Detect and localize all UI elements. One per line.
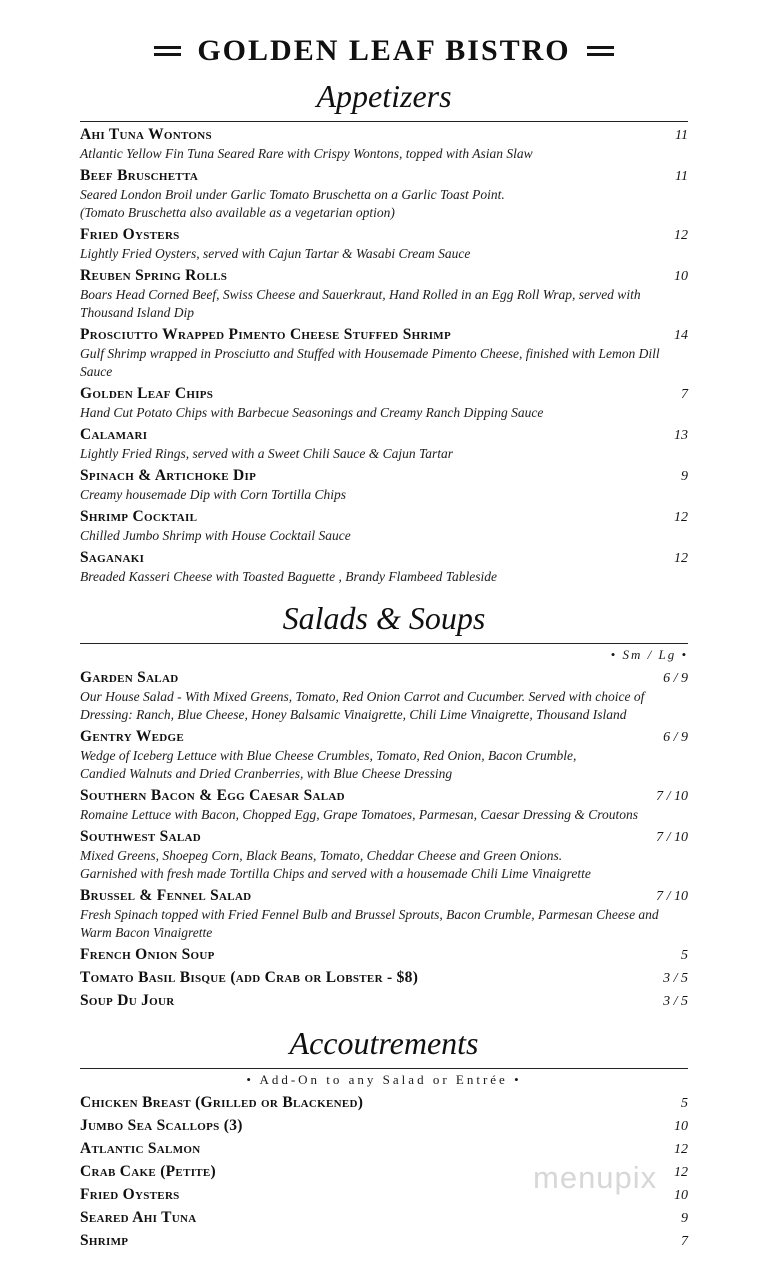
item-price: 14: [674, 328, 688, 343]
menu-item-header: [80, 727, 688, 747]
menu-item: [80, 886, 688, 942]
menu-item-header: [80, 1116, 688, 1136]
menu-item: [80, 968, 688, 988]
section-title: Accoutrements: [289, 1025, 479, 1061]
menu-item: [80, 1231, 688, 1251]
item-name: Calamari: [80, 426, 148, 443]
menu-item-header: [80, 668, 688, 688]
item-name: Chicken Breast (Grilled or Blackened): [80, 1094, 364, 1111]
item-price: 7: [681, 1234, 688, 1249]
item-name: Fried Oysters: [80, 226, 180, 243]
menu-item: [80, 466, 688, 504]
item-description: Boars Head Corned Beef, Swiss Cheese and Sauerkraut, Hand Rolled in an Egg Roll Wrap, served with: [80, 287, 641, 302]
item-description: Gulf Shrimp wrapped in Prosciutto and Stuffed with Housemade Pimento Cheese, finished with Lemon Dill Sauce: [80, 346, 660, 379]
item-name: Spinach & Artichoke Dip: [80, 467, 257, 484]
menu-item-header: [80, 384, 688, 404]
menu-item-header: [80, 1208, 688, 1228]
item-description: Wedge of Iceberg Lettuce with Blue Cheese Crumbles, Tomato, Red Onion, Bacon Crumble,: [80, 748, 577, 763]
item-name: French Onion Soup: [80, 946, 215, 963]
item-name: Reuben Spring Rolls: [80, 267, 228, 284]
item-name: Seared Ahi Tuna: [80, 1209, 197, 1226]
item-description: Thousand Island Dip: [80, 305, 195, 320]
item-price: 12: [674, 510, 688, 525]
item-name: Prosciutto Wrapped Pimento Cheese Stuffed Shrimp: [80, 326, 451, 343]
item-description: Mixed Greens, Shoepeg Corn, Black Beans, Tomato, Cheddar Cheese and Green Onions.: [80, 848, 563, 863]
menu-item-header: [80, 1231, 688, 1251]
item-description: Lightly Fried Rings, served with a Sweet Chili Sauce & Cajun Tartar: [80, 446, 453, 461]
menu-item-header: [80, 827, 688, 847]
item-price: 11: [675, 128, 688, 143]
item-price: 9: [681, 1211, 688, 1226]
menu-item-header: [80, 425, 688, 445]
section-title: Salads & Soups: [282, 600, 486, 636]
menu-section: [80, 1025, 688, 1251]
menu-item: [80, 1116, 688, 1136]
item-name: Southwest Salad: [80, 828, 201, 845]
item-description: Breaded Kasseri Cheese with Toasted Baguette , Brandy Flambeed Tableside: [80, 569, 497, 584]
item-price: 6 / 9: [663, 730, 688, 745]
item-description: Our House Salad - With Mixed Greens, Tomato, Red Onion Carrot and Cucumber. Served with choice of: [80, 689, 645, 704]
item-price: 11: [675, 169, 688, 184]
menu-item: [80, 166, 688, 222]
item-description: Atlantic Yellow Fin Tuna Seared Rare with Crispy Wontons, topped with Asian Slaw: [80, 146, 533, 161]
menu-item-header: [80, 1093, 688, 1113]
item-name: Southern Bacon & Egg Caesar Salad: [80, 787, 345, 804]
item-description: Candied Walnuts and Dried Cranberries, with Blue Cheese Dressing: [80, 766, 453, 781]
menu-item-header: [80, 548, 688, 568]
menu-item-header: [80, 125, 688, 145]
item-name: Crab Cake (Petite): [80, 1163, 217, 1180]
menu-item: [80, 786, 688, 824]
menu-item: [80, 1139, 688, 1159]
item-price: 3 / 5: [663, 994, 688, 1009]
item-name: Beef Bruschetta: [80, 167, 199, 184]
item-price: 10: [674, 269, 688, 284]
menu-item-header: [80, 786, 688, 806]
item-description: Fresh Spinach topped with Fried Fennel Bulb and Brussel Sprouts, Bacon Crumble, Parmesan Cheese and: [80, 907, 659, 922]
item-description: Lightly Fried Oysters, served with Cajun Tartar & Wasabi Cream Sauce: [80, 246, 471, 261]
menu-item: [80, 425, 688, 463]
item-name: Gentry Wedge: [80, 728, 185, 745]
item-price: 9: [681, 469, 688, 484]
item-price: 7: [681, 387, 688, 402]
item-name: Shrimp: [80, 1232, 129, 1249]
item-description: Hand Cut Potato Chips with Barbecue Seasonings and Creamy Ranch Dipping Sauce: [80, 405, 544, 420]
item-price: 5: [681, 948, 688, 963]
item-price: 5: [681, 1096, 688, 1111]
item-name: Fried Oysters: [80, 1186, 180, 1203]
item-description: Garnished with fresh made Tortilla Chips and served with a housemade Chili Lime Vinaigrette: [80, 866, 591, 881]
menu-section: [80, 600, 688, 1011]
menu-item-header: [80, 225, 688, 245]
menu-item: [80, 1208, 688, 1228]
item-description: Warm Bacon Vinaigrette: [80, 925, 213, 940]
item-price: 7 / 10: [656, 830, 688, 845]
menu-item-header: [80, 325, 688, 345]
item-name: Shrimp Cocktail: [80, 508, 198, 525]
item-price: 10: [674, 1188, 688, 1203]
item-price: 12: [674, 1142, 688, 1157]
title-dash-right-icon: [587, 46, 614, 56]
menu-item: [80, 384, 688, 422]
menu-item: [80, 548, 688, 586]
item-price: 12: [674, 551, 688, 566]
item-name: Saganaki: [80, 549, 145, 566]
item-price: 6 / 9: [663, 671, 688, 686]
menu-item: [80, 266, 688, 322]
menu-item-header: [80, 266, 688, 286]
menu-item-header: [80, 507, 688, 527]
item-name: Soup Du Jour: [80, 992, 175, 1009]
menu-item-header: [80, 945, 688, 965]
menu-item: [80, 125, 688, 163]
item-name: Jumbo Sea Scallops (3): [80, 1117, 243, 1134]
item-price: 7 / 10: [656, 789, 688, 804]
item-description: Dressing: Ranch, Blue Cheese, Honey Balsamic Vinaigrette, Chili Lime Vinaigrette, Thousand Island: [80, 707, 627, 722]
item-price: 12: [674, 228, 688, 243]
section-note: • Sm / Lg •: [610, 647, 688, 662]
item-description: Chilled Jumbo Shrimp with House Cocktail Sauce: [80, 528, 351, 543]
watermark: menupix: [533, 1160, 658, 1195]
menu-item: [80, 727, 688, 783]
menu-item: [80, 668, 688, 724]
item-description: Seared London Broil under Garlic Tomato Bruschetta on a Garlic Toast Point.: [80, 187, 505, 202]
menu-item: [80, 1093, 688, 1113]
item-description: Creamy housemade Dip with Corn Tortilla Chips: [80, 487, 347, 502]
item-name: Ahi Tuna Wontons: [80, 126, 212, 143]
item-name: Garden Salad: [80, 669, 179, 686]
menu-item-header: [80, 166, 688, 186]
menu-item-header: [80, 466, 688, 486]
menu-item-header: [80, 886, 688, 906]
section-title: Appetizers: [316, 78, 452, 114]
menu-item: [80, 991, 688, 1011]
menu-item-header: [80, 968, 688, 988]
item-description: (Tomato Bruschetta also available as a vegetarian option): [80, 205, 395, 220]
menu-item: [80, 225, 688, 263]
menu-section: [80, 78, 688, 586]
item-name: Atlantic Salmon: [80, 1140, 201, 1157]
menu-item-header: [80, 991, 688, 1011]
item-price: 3 / 5: [663, 971, 688, 986]
menu-header: [80, 34, 688, 68]
section-note: • Add-On to any Salad or Entrée •: [246, 1072, 522, 1087]
title-dash-left-icon: [154, 46, 181, 56]
item-description: Romaine Lettuce with Bacon, Chopped Egg, Grape Tomatoes, Parmesan, Caesar Dressing & Croutons: [80, 807, 638, 822]
menu-item: [80, 827, 688, 883]
page-title: GOLDEN LEAF BISTRO: [197, 34, 571, 67]
item-price: 13: [674, 428, 688, 443]
menu-item: [80, 325, 688, 381]
item-name: Golden Leaf Chips: [80, 385, 214, 402]
menu-item: [80, 507, 688, 545]
menu-item-header: [80, 1139, 688, 1159]
item-name: Tomato Basil Bisque (add Crab or Lobster - $8): [80, 969, 419, 986]
item-price: 7 / 10: [656, 889, 688, 904]
item-price: 10: [674, 1119, 688, 1134]
item-price: 12: [674, 1165, 688, 1180]
menu-item: [80, 945, 688, 965]
menu-sections: [80, 78, 688, 1251]
item-name: Brussel & Fennel Salad: [80, 887, 252, 904]
section-rule: [80, 121, 688, 122]
